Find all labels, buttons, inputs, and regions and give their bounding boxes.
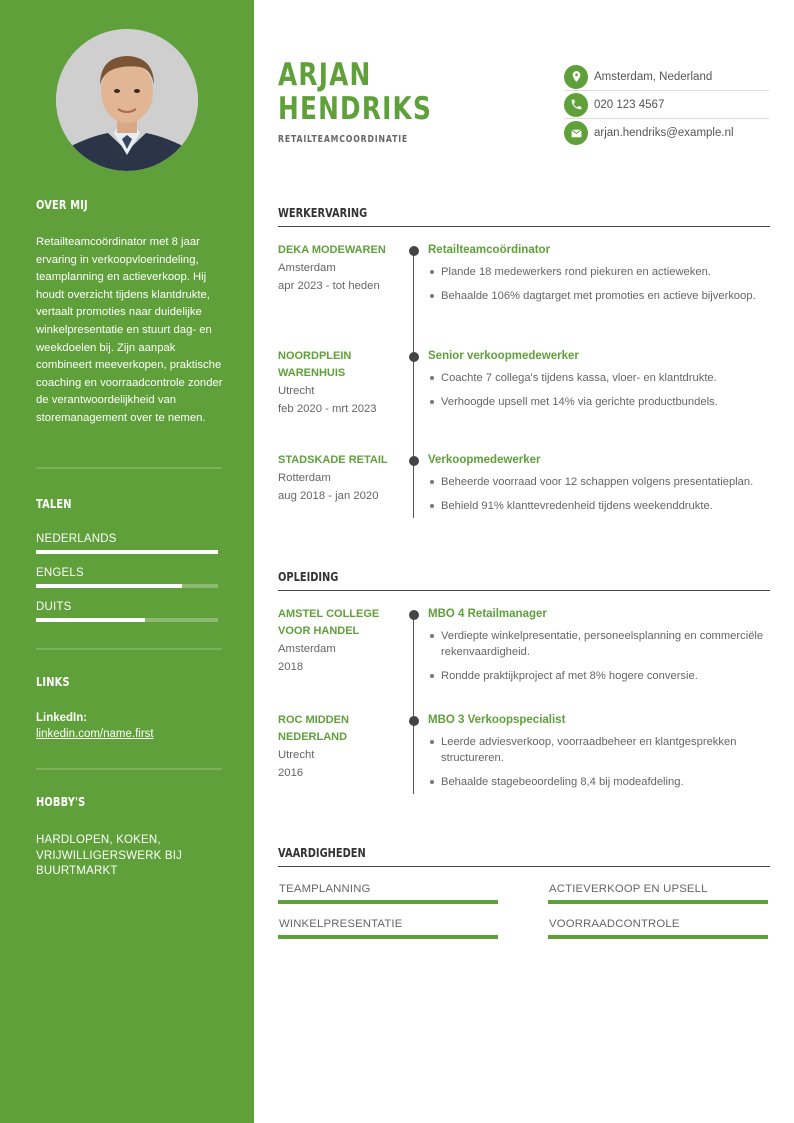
timeline-dot xyxy=(409,456,419,466)
skill-bar xyxy=(548,900,768,904)
language-level-track xyxy=(36,618,218,622)
language-item xyxy=(36,601,218,622)
language-level-track xyxy=(36,584,218,588)
degree-title: MBO 4 Retailmanager xyxy=(428,608,547,620)
sidebar xyxy=(0,0,254,1123)
job-title: Verkoopmedewerker xyxy=(428,454,541,466)
language-level-fill xyxy=(36,618,145,622)
location: Rotterdam xyxy=(278,472,331,484)
education-heading: OPLEIDING xyxy=(278,570,770,591)
about-heading: OVER MIJ xyxy=(36,198,88,212)
languages-heading: TALEN xyxy=(36,497,72,511)
bullet-item: Leerde adviesverkoop, voorraadbeheer en klantgesprekken structureren. xyxy=(428,734,772,766)
bullet-item: Beheerde voorraad voor 12 schappen volgens presentatieplan. xyxy=(428,474,772,490)
date-range: aug 2018 - jan 2020 xyxy=(278,490,379,502)
contact-phone xyxy=(564,91,769,119)
skill-name: VOORRAADCONTROLE xyxy=(549,918,680,930)
contact-email xyxy=(564,119,769,147)
employer: NOORDPLEIN WARENHUIS xyxy=(278,350,352,379)
timeline-dot xyxy=(409,610,419,620)
language-name: DUITS xyxy=(36,601,72,613)
job-title: Senior verkoopmedewerker xyxy=(428,350,579,362)
bullet-item: Plande 18 medewerkers rond piekuren en actieweken. xyxy=(428,264,772,280)
date-range: apr 2023 - tot heden xyxy=(278,280,380,292)
language-level-track xyxy=(36,550,218,554)
location: Amsterdam xyxy=(278,262,336,274)
email-icon xyxy=(564,121,588,145)
skill-item xyxy=(278,883,498,904)
bullet-item: Verdiepte winkelpresentatie, personeelsplanning en commerciële rekenvaardigheid. xyxy=(428,628,772,660)
language-item xyxy=(36,567,218,588)
last-name: HENDRIKS xyxy=(278,91,433,127)
skill-name: TEAMPLANNING xyxy=(279,883,371,895)
sidebar-divider xyxy=(36,467,222,469)
location: Amsterdam xyxy=(278,643,336,655)
skill-item xyxy=(278,918,498,939)
sidebar-divider xyxy=(36,768,222,770)
hobbies-heading: HOBBY'S xyxy=(36,795,86,809)
employer: STADSKADE RETAIL xyxy=(278,454,388,466)
contact-location xyxy=(564,63,769,91)
profile-photo xyxy=(56,29,198,171)
full-name xyxy=(278,58,432,126)
experience-heading: WERKERVARING xyxy=(278,206,770,227)
skills-heading: VAARDIGHEDEN xyxy=(278,846,770,867)
bullet-item: Verhoogde upsell met 14% via gerichte productbundels. xyxy=(428,394,772,410)
linkedin-label: LinkedIn: xyxy=(36,712,88,724)
phone-icon xyxy=(564,93,588,117)
job-title: Retailteamcoördinator xyxy=(428,244,551,256)
language-level-fill xyxy=(36,550,218,554)
year: 2016 xyxy=(278,767,304,779)
job-role: RETAILTEAMCOÖRDINATIE xyxy=(278,134,409,145)
school: ROC MIDDEN NEDERLAND xyxy=(278,714,349,743)
contact-text: arjan.hendriks@example.nl xyxy=(594,127,734,139)
skill-name: ACTIEVERKOOP EN UPSELL xyxy=(549,883,708,895)
timeline-dot xyxy=(409,716,419,726)
experience-timeline xyxy=(413,250,414,518)
hobbies-text: HARDLOPEN, KOKEN, VRIJWILLIGERSWERK BIJ BUURTMARKT xyxy=(36,834,183,877)
profile-photo-image xyxy=(56,29,198,171)
bullet-item: Coachte 7 collega's tijdens kassa, vloer- en klantdrukte. xyxy=(428,370,772,386)
skill-bar xyxy=(278,935,498,939)
language-level-fill xyxy=(36,584,182,588)
bullet-item: Behaalde 106% dagtarget met promoties en actieve bijverkoop. xyxy=(428,288,772,304)
bullet-item: Rondde praktijkproject af met 8% hogere conversie. xyxy=(428,668,772,684)
sidebar-divider xyxy=(36,648,222,650)
skill-item xyxy=(548,883,768,904)
bullet-item: Behield 91% klanttevredenheid tijdens weekenddrukte. xyxy=(428,498,772,514)
links-heading: LINKS xyxy=(36,675,70,689)
about-text: Retailteamcoördinator met 8 jaar ervaring in verkoopvloerindeling, teamplanning en actieverkoop. Hij houdt overzicht tijdens klantdrukte, vertaalt promoties naar duidelijke winkelpresentatie en stuurt dag- en weekdoelen bij. Zijn aanpak combineert meeverkopen, praktische coaching en voorraadcontrole zonder de verantwoordelijkheid van storemanagement over te nemen. xyxy=(36,236,223,424)
bullet-item: Behaalde stagebeoordeling 8,4 bij modeafdeling. xyxy=(428,774,772,790)
language-item xyxy=(36,533,218,554)
degree-title: MBO 3 Verkoopspecialist xyxy=(428,714,566,726)
location: Utrecht xyxy=(278,385,315,397)
language-name: ENGELS xyxy=(36,567,84,579)
location: Utrecht xyxy=(278,749,315,761)
timeline-dot xyxy=(409,246,419,256)
school: AMSTEL COLLEGE VOOR HANDEL xyxy=(278,608,380,637)
education-timeline xyxy=(413,614,414,794)
employer: DEKA MODEWAREN xyxy=(278,244,386,256)
first-name: ARJAN xyxy=(278,57,372,93)
contact-text: Amsterdam, Nederland xyxy=(594,70,713,83)
contact-text: 020 123 4567 xyxy=(594,98,665,111)
skill-name: WINKELPRESENTATIE xyxy=(279,918,403,930)
year: 2018 xyxy=(278,661,304,673)
linkedin-link[interactable]: linkedin.com/name.first xyxy=(36,728,154,740)
skill-item xyxy=(548,918,768,939)
timeline-dot xyxy=(409,352,419,362)
skill-bar xyxy=(548,935,768,939)
language-name: NEDERLANDS xyxy=(36,533,117,545)
date-range: feb 2020 - mrt 2023 xyxy=(278,403,377,415)
location-pin-icon xyxy=(564,65,588,89)
skill-bar xyxy=(278,900,498,904)
